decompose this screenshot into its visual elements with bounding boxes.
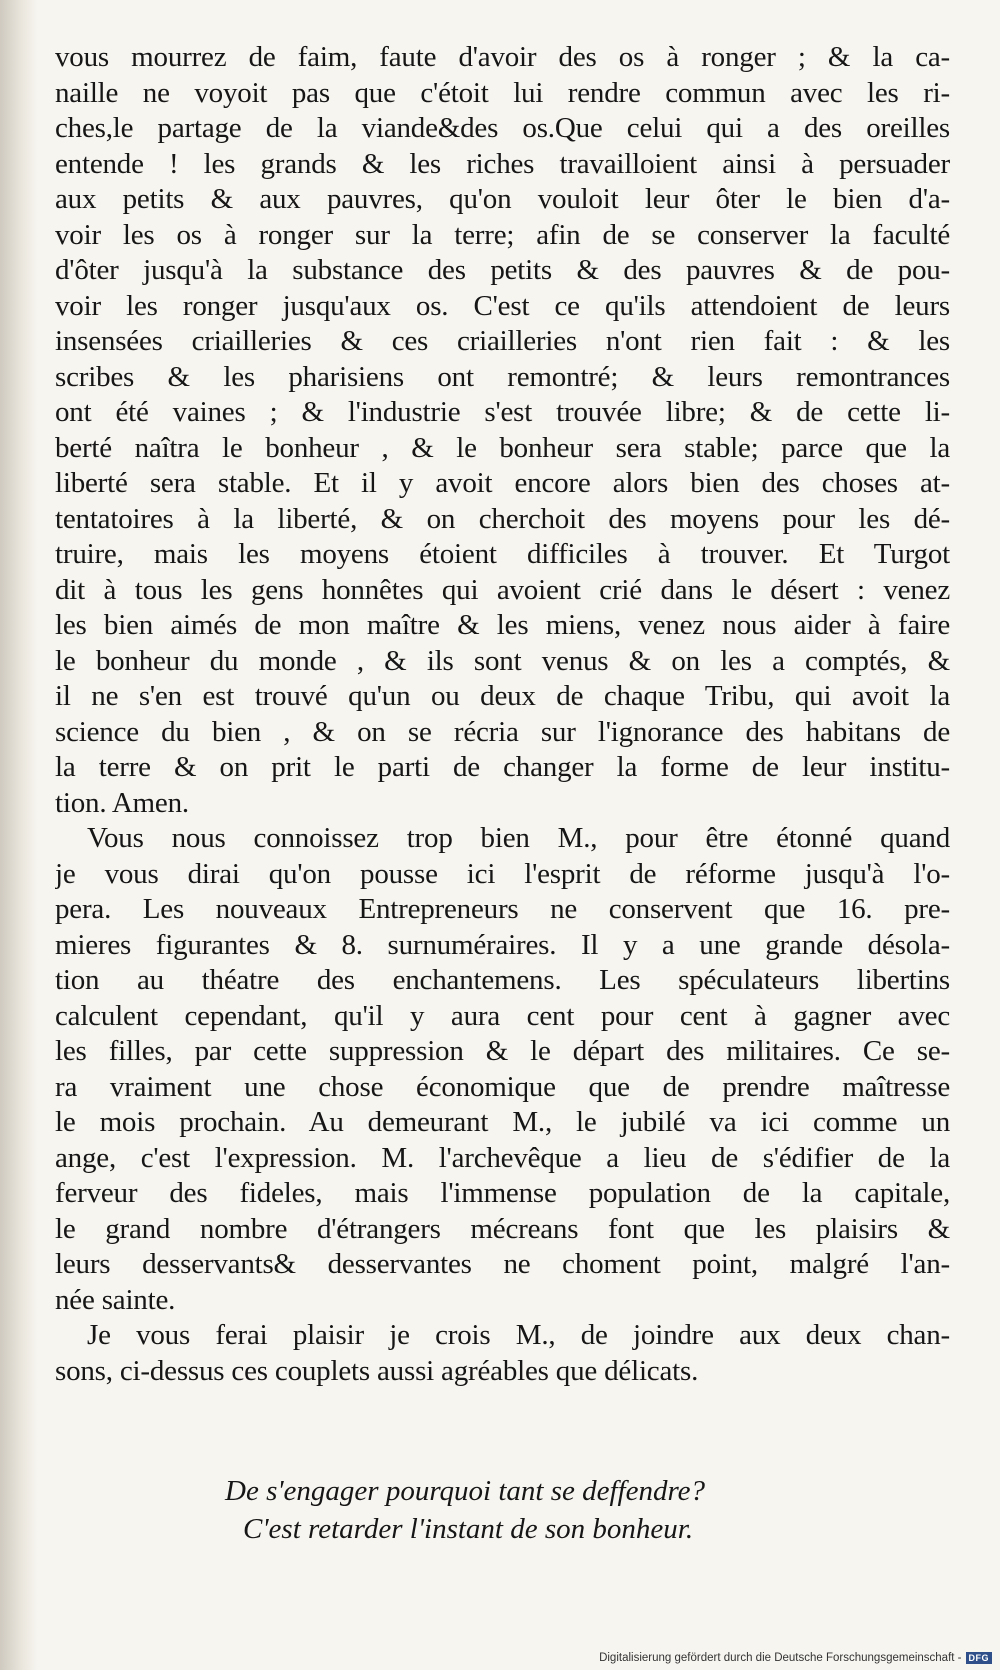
text-line: tentatoires à la liberté, & on cherchoit des moyens pour les dé-	[55, 502, 950, 535]
footer-text: Digitalisierung gefördert durch die Deutsche Forschungsgemeinschaft -	[599, 1652, 962, 1664]
text-line: ont été vaines ; & l'industrie s'est trouvée libre; & de cette li-	[55, 396, 950, 428]
text-line: ferveur des fideles, mais l'immense population de la capitale,	[55, 1177, 950, 1209]
text-line: je vous dirai qu'on pousse ici l'esprit de réforme jusqu'à l'o-	[55, 857, 950, 890]
text-line: leurs desservants& desservantes ne choment point, malgré l'an-	[55, 1248, 950, 1280]
text-line: mieres figurantes & 8. surnuméraires. Il y a une grande désola-	[55, 928, 950, 961]
text-line: la terre & on prit le parti de changer la forme de leur institu-	[55, 751, 950, 783]
text-line: née sainte.	[55, 1283, 176, 1316]
text-line: aux petits & aux pauvres, qu'on vouloit leur ôter le bien d'a-	[55, 183, 950, 215]
text-line: sons, ci-dessus ces couplets aussi agréables que délicats.	[55, 1354, 699, 1387]
text-line: pera. Les nouveaux Entrepreneurs ne conservent que 16. pre-	[55, 893, 950, 925]
text-line: calculent cependant, qu'il y aura cent pour cent à gagner avec	[55, 999, 950, 1032]
text-line: d'ôter jusqu'à la substance des petits & des pauvres & de pou-	[55, 254, 950, 286]
text-line: voir les ronger jusqu'aux os. C'est ce qu'ils attendoient de leurs	[55, 289, 950, 322]
verse-couplet	[225, 1472, 705, 1548]
text-line: entende ! les grands & les riches travailloient ainsi à persuader	[55, 147, 950, 180]
text-line: le bonheur du monde , & ils sont venus & on les a comptés, &	[55, 644, 950, 677]
text-line: berté naîtra le bonheur , & le bonheur sera stable; parce que la	[55, 431, 950, 464]
text-line: voir les os à ronger sur la terre; afin de se conserver la faculté	[55, 218, 950, 251]
text-line: liberté sera stable. Et il y avoit encore alors bien des choses at-	[55, 467, 950, 499]
digitization-footer	[599, 1652, 992, 1664]
verse-line: C'est retarder l'instant de son bonheur.	[243, 1513, 694, 1545]
text-line: scribes & les pharisiens ont remontré; & leurs remontrances	[55, 360, 950, 393]
text-line: Vous nous connoissez trop bien M., pour être étonné quand	[87, 822, 950, 854]
text-line: truire, mais les moyens étoient difficiles à trouver. Et Turgot	[55, 538, 950, 570]
text-line: tion. Amen.	[55, 786, 189, 819]
text-line: Je vous ferai plaisir je crois M., de joindre aux deux chan-	[87, 1319, 950, 1351]
verse-line: De s'engager pourquoi tant se deffendre?	[225, 1475, 706, 1507]
text-line: il ne s'en est trouvé qu'un ou deux de chaque Tribu, qui avoit la	[55, 680, 950, 712]
text-line: insensées criailleries & ces criailleries n'ont rien fait : & les	[55, 325, 950, 357]
text-line: les filles, par cette suppression & le départ des militaires. Ce se-	[55, 1035, 950, 1067]
text-line: dit à tous les gens honnêtes qui avoient crié dans le désert : venez	[55, 573, 950, 606]
text-line: les bien aimés de mon maître & les miens, venez nous aider à faire	[55, 609, 950, 641]
text-line: science du bien , & on se récria sur l'ignorance des habitans de	[55, 715, 950, 748]
text-line: naille ne voyoit pas que c'étoit lui rendre commun avec les ri-	[55, 76, 950, 109]
text-line: ange, c'est l'expression. M. l'archevêque a lieu de s'édifier de la	[55, 1141, 950, 1174]
text-line: vous mourrez de faim, faute d'avoir des os à ronger ; & la ca-	[55, 41, 950, 73]
text-line: le mois prochain. Au demeurant M., le jubilé va ici comme un	[55, 1106, 950, 1138]
text-line: tion au théatre des enchantemens. Les spéculateurs libertins	[55, 964, 950, 996]
body-text	[55, 40, 950, 1389]
text-line: ches,le partage de la viande&des os.Que celui qui a des oreilles	[55, 112, 950, 144]
text-line: le grand nombre d'étrangers mécreans font que les plaisirs &	[55, 1212, 950, 1245]
text-line: ra vraiment une chose économique que de prendre maîtresse	[55, 1070, 950, 1103]
page-gutter-shadow	[0, 0, 38, 1670]
dfg-logo: DFG	[966, 1652, 993, 1664]
